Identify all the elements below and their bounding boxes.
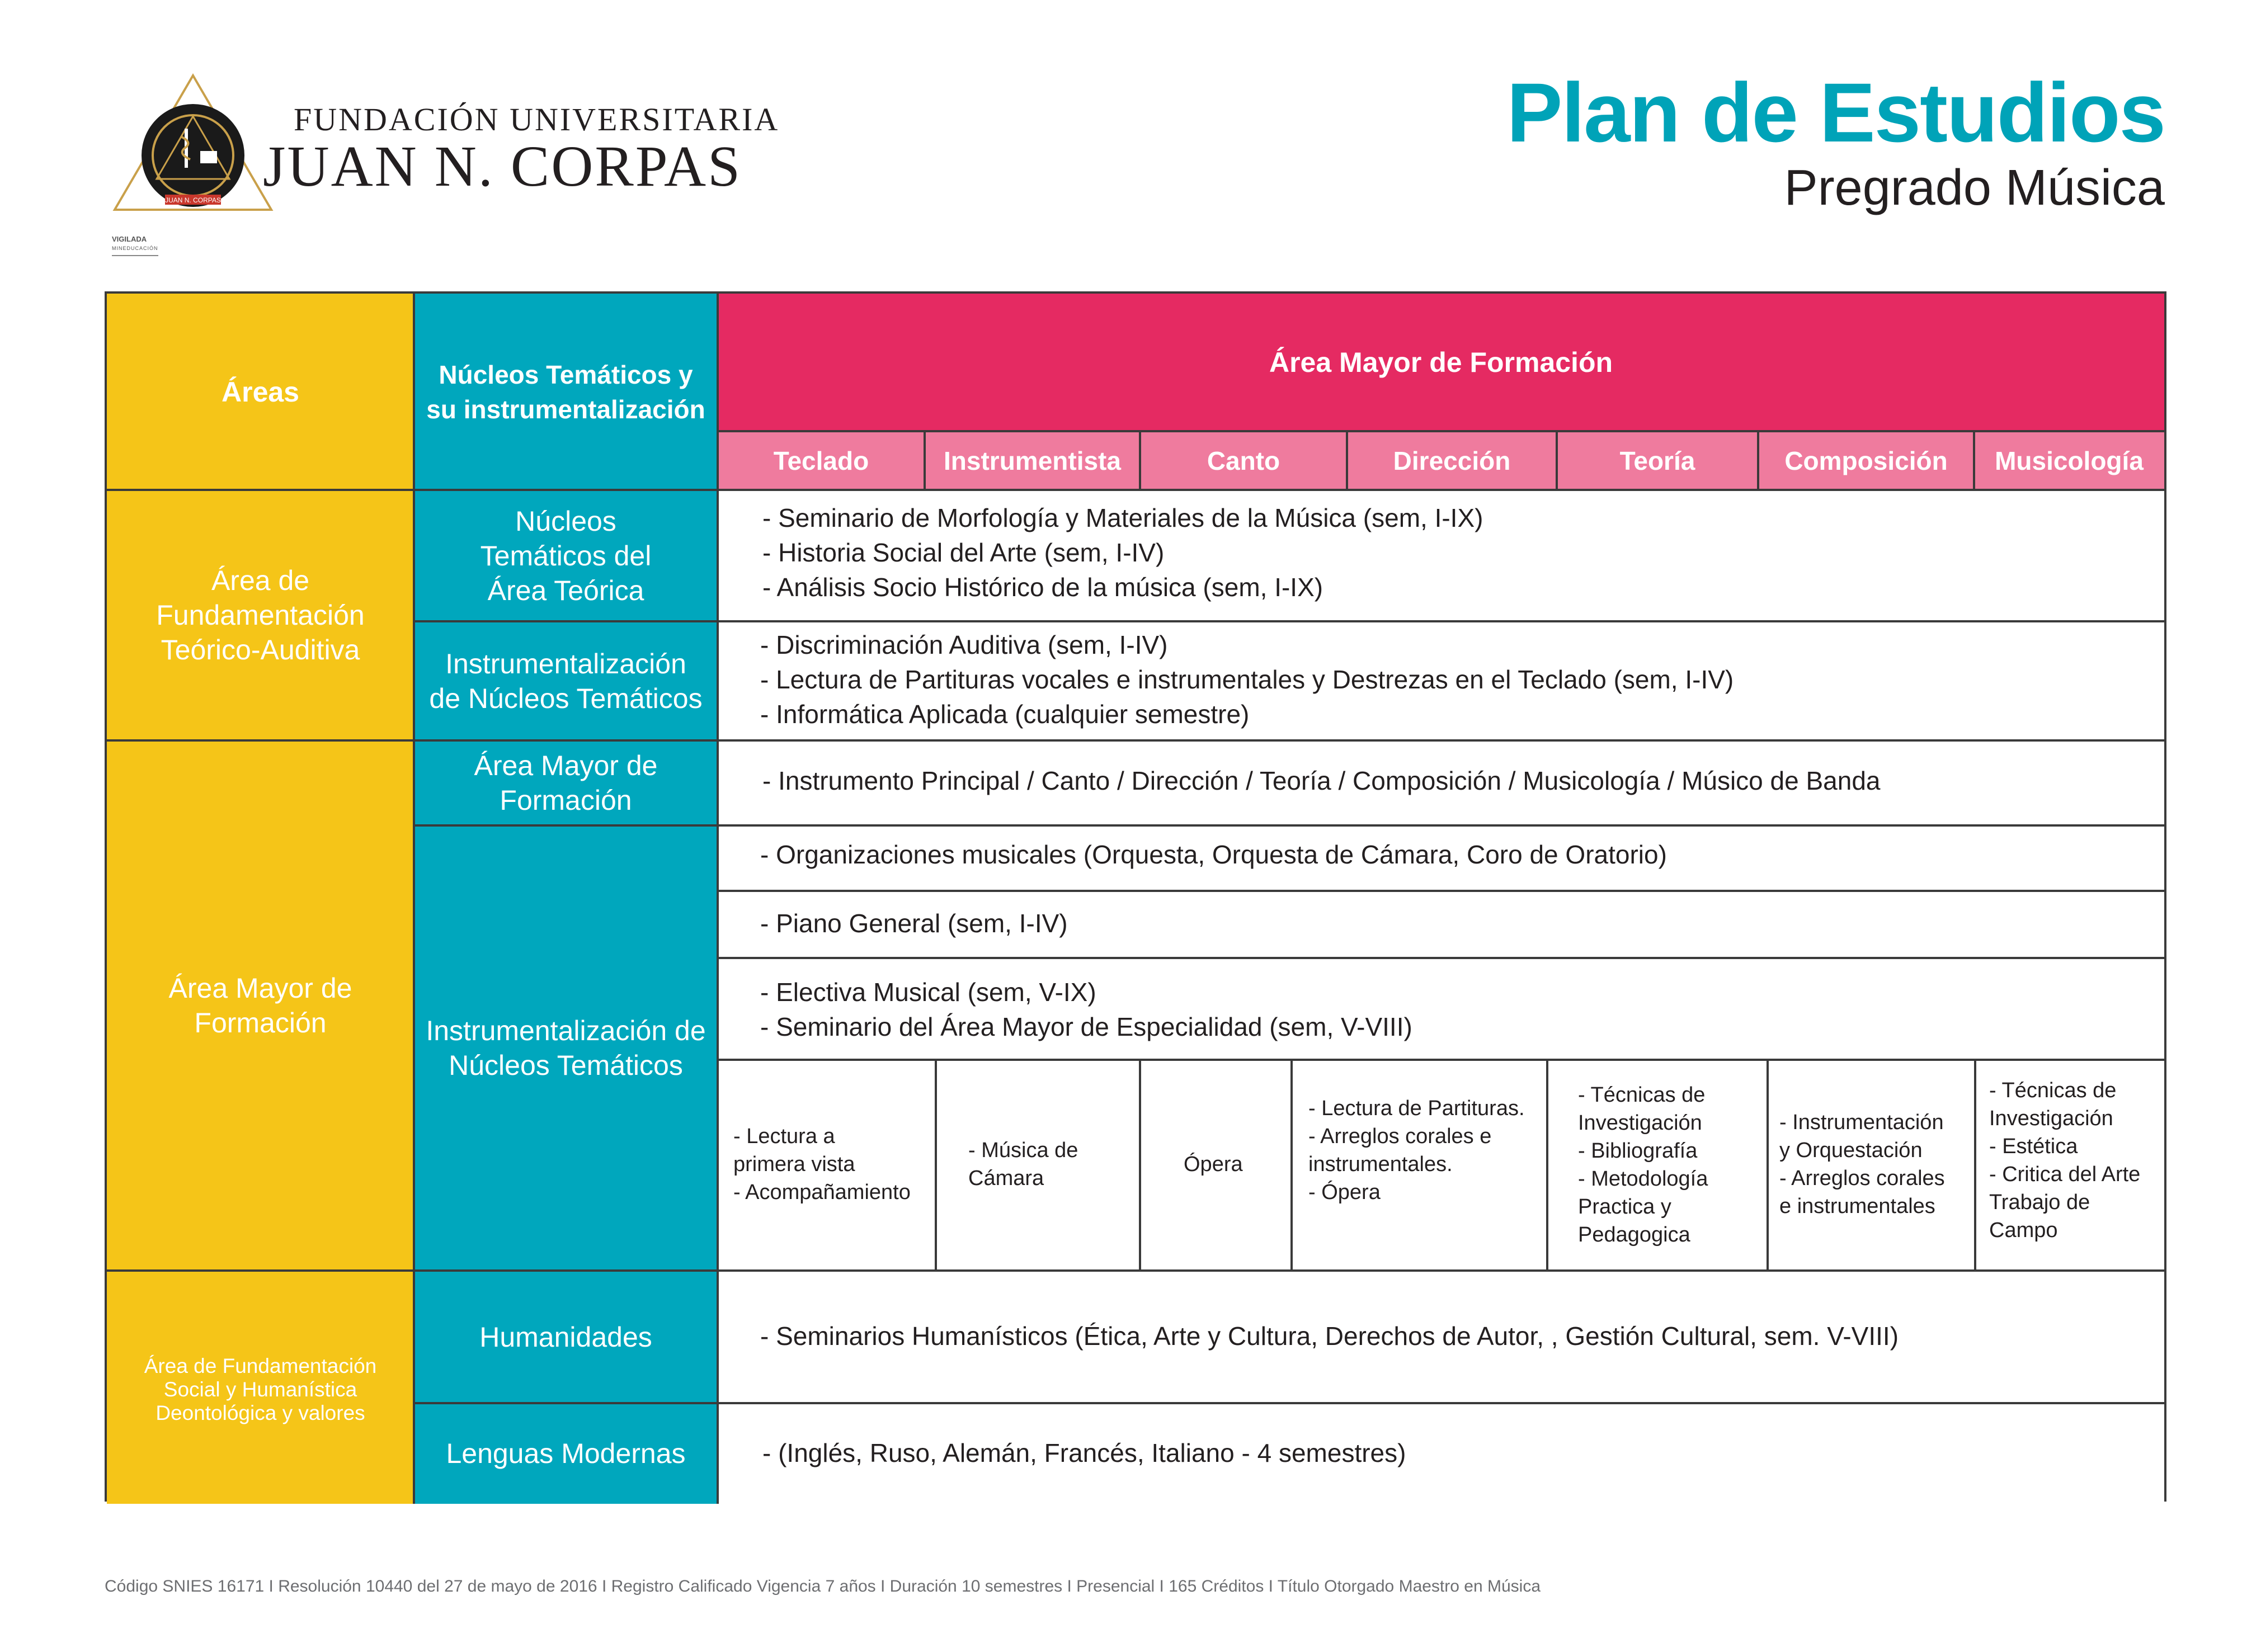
footer-info: Código SNIES 16171 I Resolución 10440 del 27 de mayo de 2016 I Registro Calificado Vigencia 7 años I Duración 10 semestres I Presencial I 165 Créditos I Título Otorgado Maestro en Música bbox=[105, 1577, 1541, 1596]
institution-name-line1: FUNDACIÓN UNIVERSITARIA bbox=[294, 101, 780, 138]
content-instrumentalizacion: - Discriminación Auditiva (sem, I-IV) - Lectura de Partituras vocales e instrumentales y Destrezas en el Teclado (sem, I-IV) - Informática Aplicada (cualquier semestre) bbox=[760, 630, 1734, 729]
header-area-mayor: Área Mayor de Formación bbox=[718, 294, 2164, 431]
specialty-header: Dirección bbox=[1347, 431, 1557, 490]
divider bbox=[414, 824, 2164, 827]
detail-composicion: - Instrumentación y Orquestación - Arreglos corales e instrumentales bbox=[1779, 1111, 1945, 1218]
svg-text:JUAN N. CORPAS: JUAN N. CORPAS bbox=[165, 196, 221, 204]
divider bbox=[1757, 431, 1759, 490]
area-fundamentacion-teorico: Área de Fundamentación Teórico-Auditiva bbox=[107, 490, 414, 740]
divider bbox=[414, 1402, 2164, 1404]
specialty-header: Teoría bbox=[1557, 431, 1758, 490]
area-fundamentacion-social: Área de Fundamentación Social y Humanística Deontológica y valores bbox=[107, 1271, 414, 1504]
divider bbox=[107, 489, 2164, 491]
study-plan-table bbox=[105, 291, 2166, 1502]
divider bbox=[718, 430, 2164, 432]
content-electiva: - Electiva Musical (sem, V-IX) - Seminario del Área Mayor de Especialidad (sem, V-VIII) bbox=[760, 978, 1412, 1041]
divider bbox=[935, 1060, 937, 1271]
detail-teclado: - Lectura a primera vista - Acompañamiento bbox=[733, 1125, 911, 1204]
institution-name-line2: JUAN N. CORPAS bbox=[263, 134, 742, 199]
detail-instrumentista: - Música de Cámara bbox=[968, 1139, 1078, 1190]
nucleos-instrumentalizacion-2: Instrumentalización de Núcleos Temáticos bbox=[414, 825, 718, 1271]
divider bbox=[717, 294, 719, 1504]
content-teorica: - Seminario de Morfología y Materiales de la Música (sem, I-IX) - Historia Social del Arte (sem, I-IV) - Análisis Socio Histórico de la música (sem, I-IX) bbox=[762, 503, 1483, 602]
content-organizaciones: - Organizaciones musicales (Orquesta, Orquesta de Cámara, Coro de Oratorio) bbox=[760, 840, 1667, 869]
divider bbox=[1973, 431, 1975, 490]
nucleos-lenguas: Lenguas Modernas bbox=[414, 1403, 718, 1504]
content-piano: - Piano General (sem, I-IV) bbox=[760, 909, 1068, 938]
area-mayor-formacion: Área Mayor de Formación bbox=[107, 740, 414, 1271]
divider bbox=[1139, 1060, 1141, 1271]
content-area-mayor: - Instrumento Principal / Canto / Dirección / Teoría / Composición / Musicología / Músico de Banda bbox=[762, 766, 1881, 795]
detail-musicologia: - Técnicas de Investigación - Estética - Critica del Arte Trabajo de Campo bbox=[1989, 1079, 2141, 1242]
divider bbox=[413, 294, 415, 1504]
divider bbox=[718, 1059, 2164, 1061]
divider bbox=[107, 739, 2164, 742]
page-subtitle: Pregrado Música bbox=[1784, 160, 2165, 216]
divider bbox=[1346, 431, 1348, 490]
detail-teoria: - Técnicas de Investigación - Bibliografía - Metodología Practica y Pedagogica bbox=[1578, 1083, 1708, 1247]
page-title: Plan de Estudios bbox=[1506, 65, 2165, 159]
specialty-header: Canto bbox=[1140, 431, 1347, 490]
detail-direccion: - Lectura de Partituras. - Arreglos corales e instrumentales. - Ópera bbox=[1308, 1097, 1525, 1204]
content-lenguas: - (Inglés, Ruso, Alemán, Francés, Italiano - 4 semestres) bbox=[762, 1438, 1406, 1467]
divider bbox=[1139, 431, 1141, 490]
divider bbox=[718, 957, 2164, 959]
institution-logo bbox=[112, 73, 274, 213]
divider bbox=[414, 620, 2164, 622]
divider bbox=[1290, 1060, 1293, 1271]
nucleos-area-mayor: Área Mayor de Formación bbox=[414, 740, 718, 825]
header-nucleos: Núcleos Temáticos y su instrumentalización bbox=[414, 294, 718, 490]
divider bbox=[1556, 431, 1558, 490]
specialty-header: Instrumentista bbox=[925, 431, 1140, 490]
divider bbox=[1767, 1060, 1769, 1271]
divider bbox=[924, 431, 926, 490]
specialty-header: Teclado bbox=[718, 431, 925, 490]
nucleos-instrumentalizacion-1: Instrumentalización de Núcleos Temáticos bbox=[414, 621, 718, 740]
vigilada-badge: VIGILADA MINEDUCACIÓN bbox=[112, 235, 158, 256]
specialty-header: Composición bbox=[1758, 431, 1974, 490]
detail-canto: Ópera bbox=[1184, 1153, 1243, 1176]
specialty-header: Musicología bbox=[1974, 431, 2164, 490]
divider bbox=[1546, 1060, 1548, 1271]
nucleos-teorica: Núcleos Temáticos del Área Teórica bbox=[414, 490, 718, 621]
divider bbox=[107, 1269, 2164, 1272]
header-areas: Áreas bbox=[107, 294, 414, 490]
content-humanidades: - Seminarios Humanísticos (Ética, Arte y Cultura, Derechos de Autor, , Gestión Cultural, sem. V-VIII) bbox=[760, 1321, 1899, 1351]
nucleos-humanidades: Humanidades bbox=[414, 1271, 718, 1403]
divider bbox=[718, 890, 2164, 892]
divider bbox=[1974, 1060, 1976, 1271]
